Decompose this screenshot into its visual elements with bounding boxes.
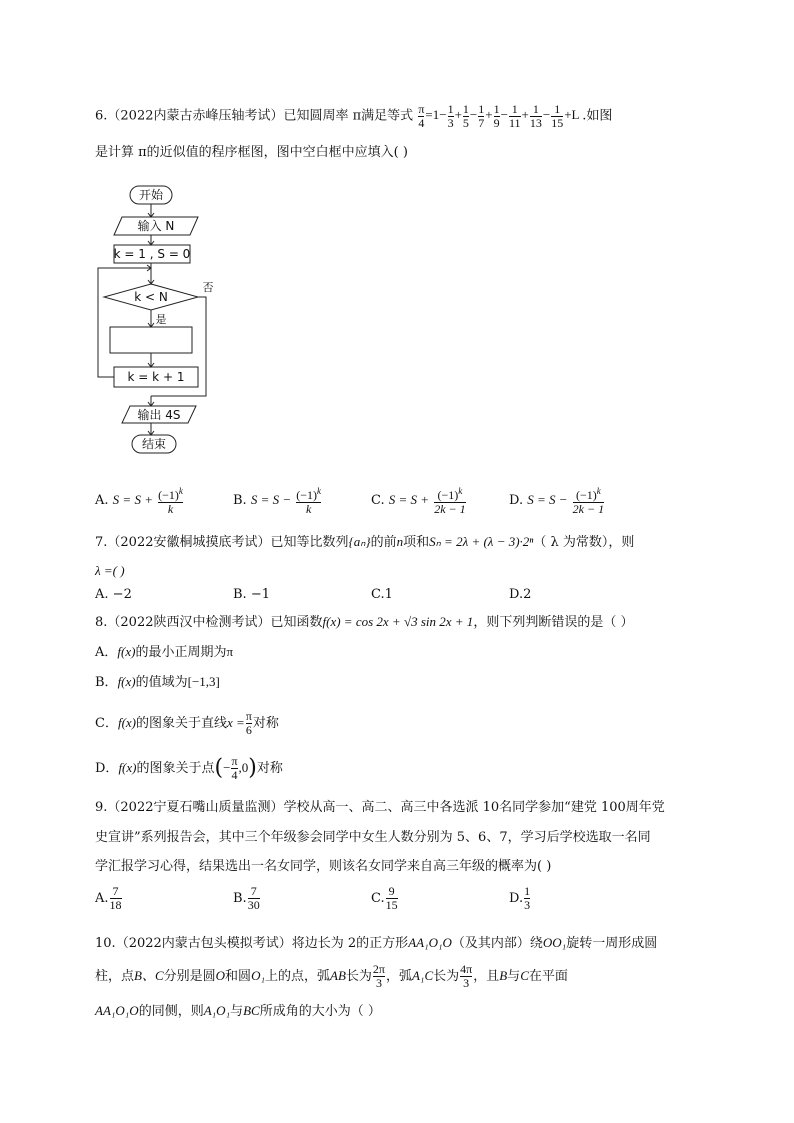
q7-line2: λ =( ) (95, 563, 125, 578)
q8-option-c[interactable]: C．f(x)的图象关于直线x = $\frac{\pi}{6}$ 对称 (95, 709, 279, 737)
q6-line2: 是计算 π的近似值的程序框图，图中空白框中应填入( ) (95, 145, 408, 160)
flow-end-text: 结束 (141, 437, 167, 451)
flow-output-text: 输出 4S (137, 408, 181, 422)
pi-series: $\frac{\pi}{4}$ =1− $\frac{1}{3}$ + $\frac{1}{5}$ − $\frac{1}{7}$ + $\frac{1}{9}$ − $\frac{1}{11}$ + $\frac{1}{13}$ − $\frac{1}{15}$ +L (418, 102, 579, 130)
q9-option-a[interactable]: A. $\frac{7}{18}$ (95, 884, 122, 912)
q6-number: 6. (95, 108, 108, 124)
q7-option-d[interactable]: D.2 (509, 587, 532, 602)
q10-source: （2022内蒙古包头模拟考试） (115, 936, 292, 951)
q9-line1: 9.（2022宁夏石嘴山质量监测）学校从高一、高二、高三中各选派 10名同学参加“建党 100周年党 (95, 800, 665, 815)
flow-init-text: k = 1 , S = 0 (113, 247, 191, 261)
q8-option-d[interactable]: D．f(x)的图象关于点(− $\frac{\pi}{4}$ ,0)对称 (95, 754, 283, 782)
q10-line3: AA₁O₁O的同侧，则A₁O₁与BC所成角的大小为（ ） (95, 1003, 381, 1019)
flow-input-text: 输入 N (137, 219, 175, 233)
q9-number: 9. (95, 800, 108, 815)
q6-option-d[interactable]: D. S = S − $\frac{(-1)^k}{2k - 1}$ (509, 486, 605, 516)
q8-line1: 8.（2022陕西汉中检测考试）已知函数f(x) = cos 2x + √3 sin 2x + 1，则下列判断错误的是（ ） (95, 614, 634, 630)
q10-line1: 10.（2022内蒙古包头模拟考试）将边长为 2的正方形AA₁O₁O（及其内部）绕OO₁旋转一周形成圆 (95, 935, 658, 951)
flow-yes-label: 是 (155, 313, 167, 326)
q7-option-c[interactable]: C.1 (371, 587, 393, 602)
q9-line3: 学汇报学习心得，结果选出一名女同学，则该名女同学来自高三年级的概率为( ) (95, 859, 552, 874)
q7-source: （2022安徽桐城摸底考试） (107, 535, 271, 550)
q9-option-b[interactable]: B. $\frac{7}{30}$ (233, 884, 260, 912)
flow-cond-text: k < N (134, 290, 168, 304)
q6-line1 (95, 103, 612, 130)
flow-no-label: 否 (202, 281, 214, 294)
q8-number: 8. (95, 615, 108, 630)
q7-formula: Sₙ = 2λ + (λ − 3)·2ⁿ (429, 534, 534, 549)
q7-option-a[interactable]: A. −2 (95, 587, 132, 602)
flowchart (90, 180, 230, 460)
q9-line2: 史宣讲”系列报告会，其中三个年级参会同学中女生人数分别为 5、6、7，学习后学校选取一名同 (95, 830, 651, 845)
flow-blank-box (110, 327, 192, 353)
flow-inc-text: k = k + 1 (127, 370, 185, 384)
q7-line1: 7.（2022安徽桐城摸底考试）已知等比数列{aₙ}的前n项和Sₙ = 2λ + (λ − 3)·2ⁿ（ λ 为常数），则 (95, 534, 635, 550)
q8-option-a[interactable]: A．f(x)的最小正周期为π (95, 644, 234, 660)
q6-source: （2022内蒙古赤峰压轴考试） (107, 108, 284, 124)
q9-option-c[interactable]: C. $\frac{9}{15}$ (371, 884, 398, 912)
q8-source: （2022陕西汉中检测考试） (107, 615, 271, 630)
q7-option-b[interactable]: B. −1 (233, 587, 270, 602)
q8-function: f(x) = cos 2x + √3 sin 2x + 1 (322, 614, 474, 629)
flow-start-text: 开始 (138, 188, 164, 202)
q7-sequence: {aₙ} (348, 534, 371, 549)
q6-stem: 已知圆周率 π满足等式 (283, 108, 414, 124)
q6-stem-end: .如图 (582, 108, 613, 124)
q10-number: 10. (95, 936, 116, 951)
q6-option-b[interactable]: B. S = S − $\frac{(-1)^k}{k}$ (233, 486, 322, 516)
q8-option-b[interactable]: B．f(x)的值域为[−1,3] (95, 674, 220, 690)
q6-option-a[interactable]: A. S = S + $\frac{(-1)^k}{k}$ (95, 486, 183, 516)
q10-line2: 柱，点B、C分别是圆O和圆O₁上的点，弧AB长为 $\frac{2\pi}{3}$ ，弧A₁C长为 $\frac{4\pi}{3}$ ，且B与C在平面 (95, 962, 568, 990)
q9-source: （2022宁夏石嘴山质量监测） (107, 800, 284, 815)
q9-option-d[interactable]: D. $\frac{1}{3}$ (509, 884, 531, 912)
q7-number: 7. (95, 535, 108, 550)
q6-option-c[interactable]: C. S = S + $\frac{(-1)^k}{2k - 1}$ (371, 486, 466, 516)
